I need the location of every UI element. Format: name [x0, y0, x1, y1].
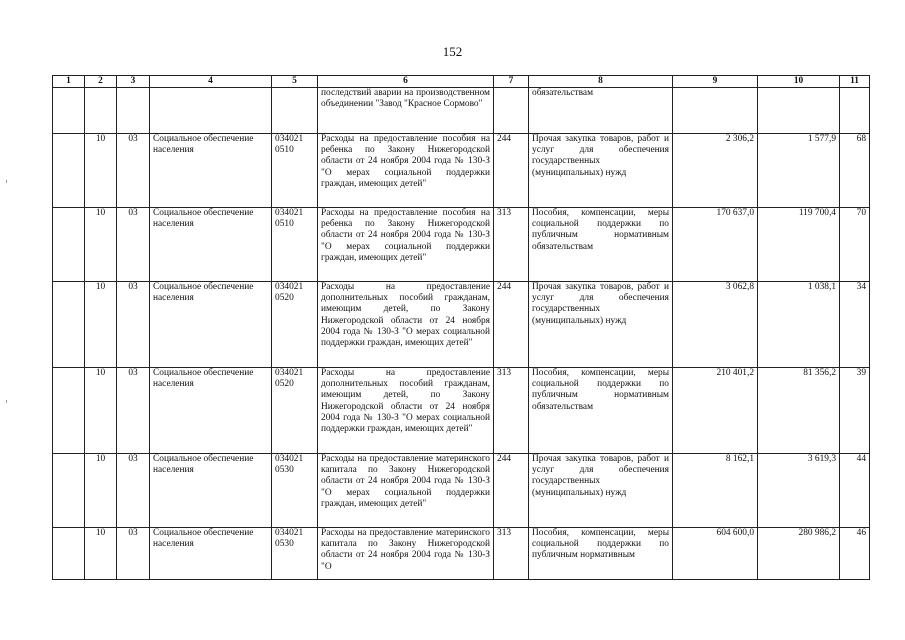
planned-amount: 210 401,2 [673, 368, 758, 454]
expense-type-code: 313 [494, 528, 529, 580]
header-row [53, 76, 870, 88]
col-header-11: 11 [840, 76, 870, 88]
margin-mark [6, 400, 7, 403]
section-name: Социальное обеспечение населения [150, 454, 272, 528]
expense-type: Прочая закупка товаров, работ и услуг для обеспечения государственных (муниципальных) нужд [529, 454, 673, 528]
executed-amount: 119 700,4 [758, 208, 840, 282]
subsection-code: 03 [117, 134, 150, 208]
expense-description: Расходы на предоставление пособия на ребенка по Закону Нижегородской области от 24 ноября 2004 года № 130-З "О мерах социальной поддержки граждан, имеющих детей" [318, 134, 494, 208]
execution-percent: 39 [840, 368, 870, 454]
col-header-5: 5 [272, 76, 318, 88]
expense-type-code: 244 [494, 134, 529, 208]
subsection-code: 03 [117, 528, 150, 580]
target-article: 034021 0510 [272, 208, 318, 282]
expense-type: Прочая закупка товаров, работ и услуг для обеспечения государственных (муниципальных) нужд [529, 282, 673, 368]
expense-description: Расходы на предоставление дополнительных пособий гражданам, имеющим детей, по Закону Нижегородской области от 24 ноября 2004 года № 130-З "О мерах социальной поддержки граждан, имеющих детей" [318, 282, 494, 368]
subsection-code: 03 [117, 368, 150, 454]
page-number: 152 [442, 44, 463, 59]
expense-type: обязательствам [529, 88, 673, 134]
expense-description: Расходы на предоставление пособия на ребенка по Закону Нижегородской области от 24 ноября 2004 года № 130-З "О мерах социальной поддержки граждан, имеющих детей" [318, 208, 494, 282]
table-row [53, 208, 870, 282]
expense-type-code: 313 [494, 368, 529, 454]
execution-percent: 68 [840, 134, 870, 208]
target-article: 034021 0510 [272, 134, 318, 208]
col-header-9: 9 [673, 76, 758, 88]
executed-amount: 1 038,1 [758, 282, 840, 368]
expense-description: Расходы на предоставление дополнительных пособий гражданам, имеющим детей, по Закону Нижегородской области от 24 ноября 2004 года № 130-З "О мерах социальной поддержки граждан, имеющих детей" [318, 368, 494, 454]
executed-amount: 3 619,3 [758, 454, 840, 528]
expense-type: Пособия, компенсации, меры социальной поддержки по публичным нормативным обязательствам [529, 368, 673, 454]
expense-type: Прочая закупка товаров, работ и услуг для обеспечения государственных (муниципальных) нужд [529, 134, 673, 208]
section-name: Социальное обеспечение населения [150, 134, 272, 208]
section-name: Социальное обеспечение населения [150, 368, 272, 454]
table-row [53, 134, 870, 208]
subsection-code: 03 [117, 282, 150, 368]
planned-amount: 3 062,8 [673, 282, 758, 368]
section-code: 10 [85, 528, 117, 580]
section-code: 10 [85, 368, 117, 454]
execution-percent: 44 [840, 454, 870, 528]
planned-amount: 2 306,2 [673, 134, 758, 208]
table-row [53, 282, 870, 368]
table-row-continuation [53, 88, 870, 134]
planned-amount: 170 637,0 [673, 208, 758, 282]
col-header-4: 4 [150, 76, 272, 88]
executed-amount: 280 986,2 [758, 528, 840, 580]
col-header-8: 8 [529, 76, 673, 88]
executed-amount: 81 356,2 [758, 368, 840, 454]
expense-type-code: 313 [494, 208, 529, 282]
section-code: 10 [85, 282, 117, 368]
col-header-3: 3 [117, 76, 150, 88]
execution-percent: 70 [840, 208, 870, 282]
col-header-1: 1 [53, 76, 85, 88]
target-article: 034021 0520 [272, 282, 318, 368]
col-header-6: 6 [318, 76, 494, 88]
expense-description: последствий аварии на производственном объединении "Завод "Красное Сормово" [318, 88, 494, 134]
col-header-2: 2 [85, 76, 117, 88]
expense-type-code: 244 [494, 454, 529, 528]
col-header-10: 10 [758, 76, 840, 88]
margin-mark [6, 180, 7, 183]
planned-amount: 604 600,0 [673, 528, 758, 580]
target-article: 034021 0520 [272, 368, 318, 454]
budget-table [52, 75, 870, 580]
table-row [53, 454, 870, 528]
section-code: 10 [85, 134, 117, 208]
section-code: 10 [85, 208, 117, 282]
table-row [53, 528, 870, 580]
expense-description: Расходы на предоставление материнского капитала по Закону Нижегородской области от 24 ноября 2004 года № 130-З "О [318, 528, 494, 580]
expense-type: Пособия, компенсации, меры социальной поддержки по публичным нормативным обязательствам [529, 208, 673, 282]
expense-type: Пособия, компенсации, меры социальной поддержки по публичным нормативным [529, 528, 673, 580]
section-name: Социальное обеспечение населения [150, 282, 272, 368]
section-code: 10 [85, 454, 117, 528]
expense-type-code: 244 [494, 282, 529, 368]
section-name: Социальное обеспечение населения [150, 208, 272, 282]
target-article: 034021 0530 [272, 528, 318, 580]
target-article: 034021 0530 [272, 454, 318, 528]
planned-amount: 8 162,1 [673, 454, 758, 528]
execution-percent: 34 [840, 282, 870, 368]
executed-amount: 1 577,9 [758, 134, 840, 208]
expense-description: Расходы на предоставление материнского капитала по Закону Нижегородской области от 24 ноября 2004 года № 130-З "О мерах социальной поддержки граждан, имеющих детей" [318, 454, 494, 528]
section-name: Социальное обеспечение населения [150, 528, 272, 580]
subsection-code: 03 [117, 208, 150, 282]
table-row [53, 368, 870, 454]
col-header-7: 7 [494, 76, 529, 88]
subsection-code: 03 [117, 454, 150, 528]
execution-percent: 46 [840, 528, 870, 580]
